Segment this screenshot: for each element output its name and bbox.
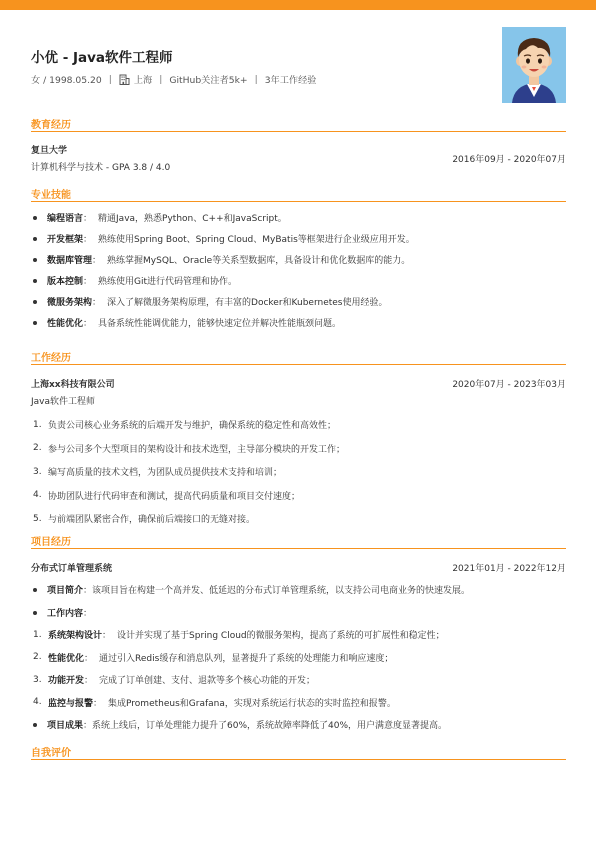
list-item (33, 696, 396, 709)
work-date: 2020年07月 - 2023年03月 (452, 380, 566, 390)
item-number: 4. (33, 697, 42, 707)
project-date: 2021年01月 - 2022年12月 (452, 564, 566, 574)
item-text: 熟练使用Spring Boot、Spring Cloud、MyBatis等框架进行企业级应用开发。 (98, 235, 415, 245)
item-text: ：该项目旨在构建一个高并发、低延迟的分布式订单管理系统，以支持公司电商业务的快速发展。 (83, 586, 471, 596)
item-text: 熟练掌握MySQL、Oracle等关系型数据库，具备设计和优化数据库的能力。 (107, 256, 411, 266)
section-divider (31, 548, 566, 549)
bullet-dot (33, 300, 37, 304)
item-label: 性能优化 (48, 653, 85, 664)
item-label: 项目简介 (47, 586, 84, 596)
education-major: 计算机科学与技术 - GPA 3.8 / 4.0 (31, 163, 171, 173)
list-item (31, 253, 410, 266)
item-sep: ： (83, 319, 93, 329)
project-name: 分布式订单管理系统 (31, 564, 113, 574)
list-item (31, 316, 341, 329)
item-label: 开发框架 (47, 235, 84, 245)
bullet-dot (33, 258, 37, 262)
school-name: 复旦大学 (31, 146, 68, 156)
section-title-project: 项目经历 (31, 537, 71, 548)
item-label: 编程语言 (47, 214, 84, 224)
item-sep: ： (84, 676, 94, 686)
avatar (502, 27, 566, 103)
list-item (31, 232, 415, 245)
list-item (33, 418, 336, 431)
list-item (33, 442, 345, 455)
item-text: 集成Prometheus和Grafana，实现对系统运行状态的实时监控和报警。 (108, 698, 396, 709)
item-number: 4. (33, 490, 42, 500)
list-item (33, 512, 255, 525)
item-text: 与前端团队紧密合作，确保前后端接口的无缝对接。 (48, 515, 256, 525)
top-accent-bar (0, 0, 596, 10)
list-item (33, 465, 282, 478)
item-label: 项目成果 (47, 721, 84, 731)
item-label: 系统架构设计 (48, 631, 103, 641)
section-title-education: 教育经历 (31, 120, 71, 131)
list-item (33, 673, 315, 686)
item-number: 2. (33, 443, 42, 453)
item-number: 5. (33, 513, 42, 524)
list-item (31, 274, 237, 287)
section-title-skills: 专业技能 (31, 190, 71, 201)
divider: | (159, 73, 163, 85)
bullet-dot (33, 216, 37, 220)
section-divider (31, 131, 566, 132)
item-label: 数据库管理 (47, 256, 93, 266)
item-number: 1. (33, 419, 42, 430)
item-sep: ： (92, 298, 102, 308)
bullet-dot (33, 588, 37, 592)
item-label: 版本控制 (47, 277, 84, 287)
divider: | (108, 73, 112, 85)
item-text: 参与公司多个大型项目的架构设计和技术选型，主导部分模块的开发工作； (48, 444, 346, 455)
gender-birth: 女 / 1998.05.20 (31, 75, 102, 86)
item-sep: ： (84, 653, 94, 664)
work-years: 3年工作经验 (264, 75, 317, 86)
bullet-dot (33, 611, 37, 615)
bullet-dot (33, 321, 37, 325)
item-text: 深入了解微服务架构原理，有丰富的Docker和Kubernetes使用经验。 (107, 298, 388, 308)
bullet-dot (33, 723, 37, 727)
item-text: 编写高质量的技术文档，为团队成员提供技术支持和培训； (48, 468, 283, 478)
list-item (33, 489, 300, 502)
list-item (31, 718, 447, 731)
item-label: 功能开发 (48, 676, 85, 686)
item-text: 精通Java，熟悉Python、C++和JavaScript。 (98, 214, 287, 224)
section-title-work: 工作经历 (31, 353, 71, 364)
item-number: 2. (33, 652, 42, 662)
bullet-dot (33, 279, 37, 283)
item-sep: ： (102, 631, 112, 641)
item-text: 通过引入Redis缓存和消息队列，显著提升了系统的处理能力和响应速度； (99, 653, 394, 664)
item-sep: ： (83, 214, 93, 224)
item-sep: ： (83, 235, 93, 245)
job-position: Java软件工程师 (31, 397, 96, 407)
item-label: 监控与报警 (48, 698, 94, 709)
item-text: 协助团队进行代码审查和测试，提高代码质量和项目交付速度； (48, 491, 301, 502)
list-item (31, 583, 470, 596)
list-item (31, 295, 388, 308)
item-text: 具备系统性能调优能力，能够快速定位并解决性能瓶颈问题。 (98, 319, 342, 329)
item-number: 1. (33, 629, 42, 640)
company-name: 上海xx科技有限公司 (31, 380, 115, 390)
item-label: 微服务架构 (47, 298, 93, 308)
list-item (33, 651, 393, 664)
resume-name: 小优 - Java软件工程师 (31, 50, 173, 66)
list-item (33, 628, 445, 641)
item-text: 完成了订单创建、支付、退款等多个核心功能的开发； (99, 676, 316, 686)
list-item (31, 211, 287, 224)
item-text: 熟练使用Git进行代码管理和协作。 (98, 277, 238, 287)
item-label: 工作内容 (47, 609, 84, 619)
item-number: 3. (33, 674, 42, 685)
item-text: ：系统上线后，订单处理能力提升了60%，系统故障率降低了40%，用户满意度显著提高。 (83, 721, 448, 731)
item-text: 设计并实现了基于Spring Cloud的微服务架构，提高了系统的可扩展性和稳定性； (117, 631, 445, 641)
section-divider (31, 759, 566, 760)
section-divider (31, 364, 566, 365)
section-title-evaluation: 自我评价 (31, 748, 71, 759)
item-text: 负责公司核心业务系统的后端开发与维护，确保系统的稳定性和高效性； (48, 421, 337, 431)
item-sep: ： (93, 698, 103, 709)
city: 上海 (133, 75, 153, 86)
item-label: 性能优化 (47, 319, 84, 329)
bullet-dot (33, 237, 37, 241)
education-date: 2016年09月 - 2020年07月 (452, 155, 566, 165)
divider: | (254, 73, 258, 85)
section-divider (31, 201, 566, 202)
personal-info (31, 72, 317, 86)
item-number: 3. (33, 466, 42, 477)
item-sep: ： (83, 609, 93, 619)
github-followers: GitHub关注者5k+ (169, 75, 248, 86)
item-sep: ： (83, 277, 93, 287)
building-icon (119, 74, 130, 85)
list-item (31, 606, 92, 619)
avatar-illustration (502, 27, 566, 103)
item-sep: ： (92, 256, 102, 266)
